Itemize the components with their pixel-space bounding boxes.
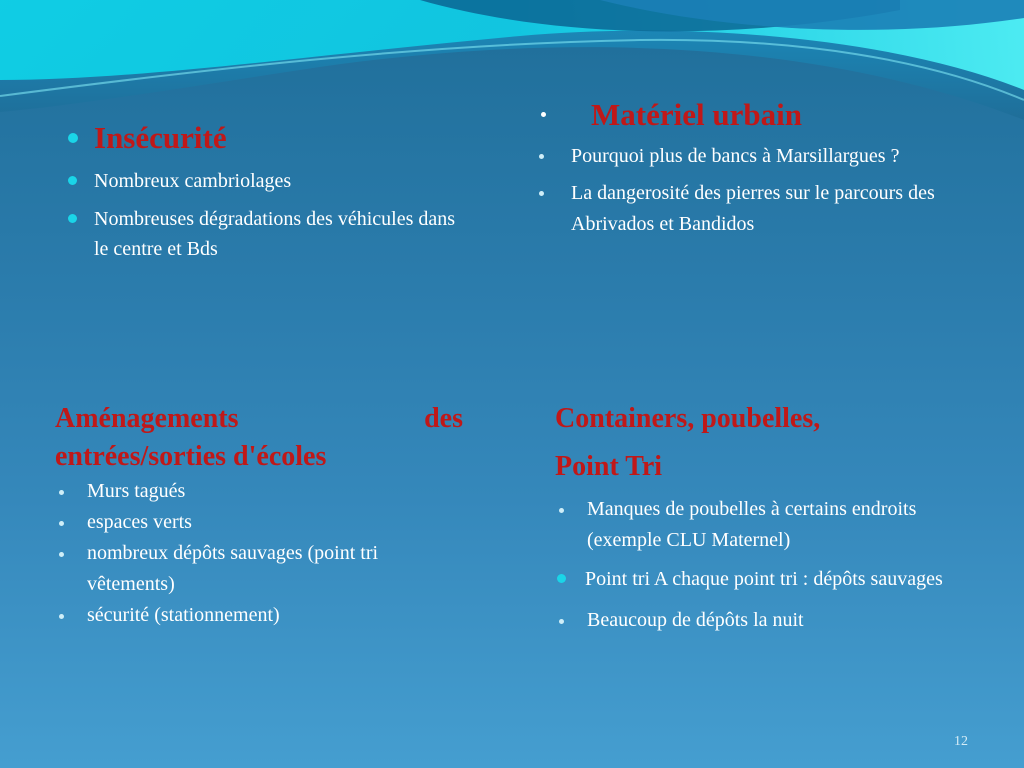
list-item: [555, 494, 995, 556]
bullet-icon: [59, 552, 64, 557]
list-item-text: Nombreux cambriolages: [94, 170, 292, 192]
insecurite-title: [68, 118, 468, 158]
amenagements-section: [55, 400, 463, 631]
bullet-icon: [59, 614, 64, 619]
materiel-urbain-section: [535, 95, 995, 240]
materiel-title-text: Matériel urbain: [591, 97, 802, 132]
insecurite-list: [68, 166, 468, 264]
list-item-text: espaces verts: [87, 511, 192, 533]
list-item: [555, 564, 995, 595]
list-item: [55, 476, 463, 507]
bullet-icon: [59, 521, 64, 526]
list-item: [535, 178, 995, 240]
amenagements-title-line2: entrées/sorties d'écoles: [55, 441, 327, 472]
containers-list: [555, 494, 995, 636]
containers-section: [555, 400, 995, 636]
list-item-text: sécurité (stationnement): [87, 604, 280, 626]
list-item-text: Nombreuses dégradations des véhicules dans le centre et Bds: [94, 208, 456, 260]
materiel-list: [535, 141, 995, 240]
list-item-text: Beaucoup de dépôts la nuit: [587, 609, 804, 631]
bullet-icon: [559, 508, 564, 513]
containers-title-line2: Point Tri: [555, 451, 663, 482]
bullet-icon: [68, 133, 78, 143]
slide-number: 12: [954, 734, 968, 749]
materiel-title: [535, 95, 995, 135]
list-item-text: Point tri A chaque point tri : dépôts sauvages: [585, 568, 943, 590]
insecurite-title-text: Insécurité: [94, 120, 227, 155]
list-item: [55, 507, 463, 538]
list-item: [55, 538, 463, 600]
list-item-text: Pourquoi plus de bancs à Marsillargues ?: [571, 145, 900, 167]
amenagements-title-word1: Aménagements: [55, 403, 239, 434]
amenagements-list: [55, 476, 463, 631]
insecurite-section: [68, 118, 468, 264]
bullet-icon: [59, 490, 64, 495]
list-item: [68, 204, 468, 264]
list-item-text: Manques de poubelles à certains endroits (exemple CLU Maternel): [587, 498, 917, 551]
list-item-text: Murs tagués: [87, 480, 186, 502]
list-item: [55, 600, 463, 631]
amenagements-title: [55, 400, 463, 476]
bullet-icon: [68, 176, 77, 185]
bullet-icon: [559, 619, 564, 624]
containers-title: [555, 400, 995, 486]
bullet-icon: [539, 191, 544, 196]
amenagements-title-word2: des: [424, 403, 463, 434]
list-item-text: nombreux dépôts sauvages (point tri vêtements): [87, 542, 379, 595]
list-item: [555, 605, 995, 636]
list-item: [535, 141, 995, 172]
containers-title-line1: Containers, poubelles,: [555, 403, 821, 434]
bullet-icon: [68, 214, 77, 223]
list-item-text: La dangerosité des pierres sur le parcours des Abrivados et Bandidos: [571, 182, 935, 235]
bullet-icon: [557, 574, 566, 583]
list-item: [68, 166, 468, 196]
bullet-icon: [539, 154, 544, 159]
bullet-icon: [541, 112, 546, 117]
